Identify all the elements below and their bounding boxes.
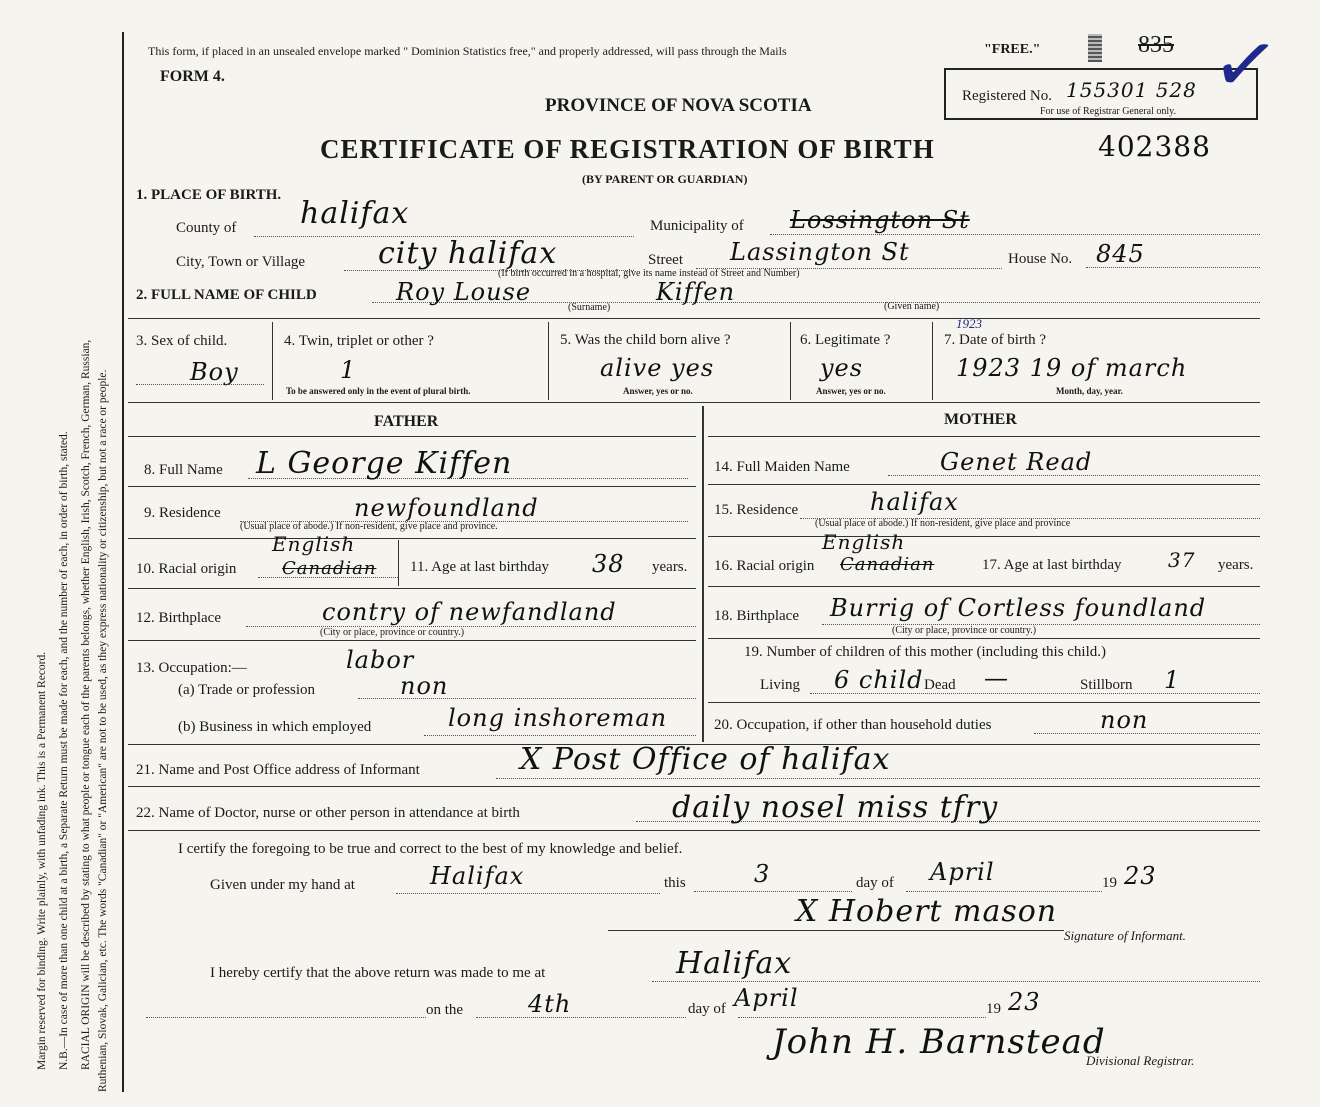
mother-birthplace-label: 18. Birthplace <box>714 608 799 624</box>
father-racial-struck: Canadian <box>282 558 377 579</box>
mother-residence-label: 15. Residence <box>714 502 799 518</box>
father-occupation-value: labor <box>346 646 415 674</box>
father-residence-value: newfoundland <box>354 494 539 522</box>
father-birthplace-note: (City or place, province or country.) <box>320 627 465 638</box>
father-age-label: 11. Age at last birthday <box>410 559 549 575</box>
city-value: city halifax <box>378 236 558 271</box>
children-label: 19. Number of children of this mother (including this child.) <box>744 644 1107 660</box>
registrar-place-value: Halifax <box>676 946 793 981</box>
legitimate-value: yes <box>820 354 864 382</box>
side-instruction-2: N.B.—In case of more than one child at a birth, a Separate Return must be made for each, and the number of each, in order of birth, stated. <box>58 431 70 1070</box>
registered-label: Registered No. <box>962 88 1052 104</box>
mother-age-label: 17. Age at last birthday <box>982 557 1122 573</box>
free-label: "FREE." <box>984 42 1041 57</box>
dob-label: 7. Date of birth ? <box>944 332 1047 348</box>
registrar-use-note: For use of Registrar General only. <box>1040 106 1176 117</box>
father-racial-label: 10. Racial origin <box>136 561 237 577</box>
mother-racial-struck: Canadian <box>840 554 935 575</box>
informant-signature-label: Signature of Informant. <box>1064 928 1186 943</box>
certify-statement: I certify the foregoing to be true and correct to the best of my knowledge and belief. <box>178 841 683 857</box>
side-instruction-1: Margin reserved for binding. Write plainly, with unfading ink. This is a Permanent Record. <box>36 651 48 1070</box>
binding-margin-rule <box>122 32 124 1092</box>
informant-signature: X Hobert mason <box>796 894 1058 929</box>
mother-age-value: 37 <box>1168 548 1196 572</box>
given-year-prefix: 19 <box>1102 875 1117 891</box>
house-label: House No. <box>1008 251 1073 267</box>
mother-racial-label: 16. Racial origin <box>714 558 815 574</box>
living-label: Living <box>760 677 800 693</box>
alive-label: 5. Was the child born alive ? <box>560 332 731 348</box>
mail-notice: This form, if placed in an unsealed envelope marked " Dominion Statistics free," and properly addressed, will pass through the Mails <box>148 44 787 58</box>
municipality-label: Municipality of <box>650 218 744 234</box>
province-heading: PROVINCE OF NOVA SCOTIA <box>545 95 812 116</box>
surname-note: (Surname) <box>568 302 611 313</box>
registrar-signature: John H. Barnstead <box>772 1022 1106 1062</box>
twin-value: 1 <box>340 356 357 384</box>
registrar-day-value: 4th <box>528 990 572 1018</box>
informant-value: X Post Office of halifax <box>520 742 891 777</box>
sex-label: 3. Sex of child. <box>136 333 228 349</box>
street-label: Street <box>648 252 683 268</box>
this-label: this <box>664 875 686 891</box>
child-given-value: Roy Louse <box>396 278 532 306</box>
registrar-year-value: 23 <box>1008 988 1041 1016</box>
father-birthplace-label: 12. Birthplace <box>136 610 221 626</box>
hospital-note: (If birth occurred in a hospital, give its name instead of Street and Number) <box>498 268 800 279</box>
stillborn-label: Stillborn <box>1080 677 1133 693</box>
trade-label: (a) Trade or profession <box>178 682 316 698</box>
registrar-month-value: April <box>734 984 799 1012</box>
given-note: (Given name) <box>884 301 940 312</box>
sex-value: Boy <box>190 358 239 386</box>
registrar-title: Divisional Registrar. <box>1086 1053 1195 1068</box>
father-residence-note: (Usual place of abode.) If non-resident, give place and province. <box>240 521 498 532</box>
legitimate-note: Answer, yes or no. <box>816 386 886 396</box>
mother-birthplace-value: Burrig of Cortless foundland <box>830 594 1207 622</box>
mother-racial-value: English <box>822 530 906 554</box>
mother-residence-value: halifax <box>870 488 959 516</box>
informant-label: 21. Name and Post Office address of Informant <box>136 762 420 778</box>
father-age-value: 38 <box>592 550 625 578</box>
given-dayof-label: day of <box>856 875 894 891</box>
mother-years: years. <box>1218 557 1254 573</box>
struck-number: 835 <box>1138 32 1174 58</box>
certificate-title: CERTIFICATE OF REGISTRATION OF BIRTH <box>320 134 935 164</box>
mother-birthplace-note: (City or place, province or country.) <box>892 625 1037 636</box>
registrar-on-the: on the <box>426 1002 464 1018</box>
certificate-subtitle: (BY PARENT OR GUARDIAN) <box>582 172 748 186</box>
trade-value: non <box>400 672 449 700</box>
business-value: long inshoreman <box>448 704 668 732</box>
side-instruction-3: RACIAL ORIGIN will be described by stating to what people or tongue each of the parents belongs, whether English, Irish, Scotch, French, German, Russian, <box>80 339 92 1070</box>
doctor-label: 22. Name of Doctor, nurse or other person in attendance at birth <box>136 805 520 821</box>
form-number: FORM 4. <box>160 68 225 85</box>
county-label: County of <box>176 220 237 236</box>
doctor-value: daily nosel miss tfry <box>672 790 999 825</box>
stamp-mark <box>1088 34 1102 62</box>
given-month-value: April <box>930 858 995 886</box>
alive-note: Answer, yes or no. <box>623 386 693 396</box>
child-name-label: 2. FULL NAME OF CHILD <box>136 287 317 303</box>
registrar-year-prefix: 19 <box>986 1001 1001 1017</box>
given-year-value: 23 <box>1124 862 1157 890</box>
father-name-label: 8. Full Name <box>144 462 223 478</box>
twin-note: To be answered only in the event of plural birth. <box>286 386 471 396</box>
registered-value: 155301 528 <box>1066 78 1197 102</box>
father-heading: FATHER <box>374 413 439 430</box>
registrar-dayof-label: day of <box>688 1001 726 1017</box>
legitimate-label: 6. Legitimate ? <box>800 332 891 348</box>
checkmark-icon: ✓ <box>1205 13 1286 116</box>
mother-heading: MOTHER <box>944 411 1017 428</box>
father-racial-value: English <box>272 532 356 556</box>
given-place-value: Halifax <box>430 862 525 890</box>
dob-year-note: 1923 <box>956 316 982 331</box>
certificate-number: 402388 <box>1098 130 1211 163</box>
mother-residence-note: (Usual place of abode.) If non-resident, give place and province <box>815 518 1071 529</box>
dead-value: — <box>984 664 1009 692</box>
dob-value: 1923 19 of march <box>956 354 1188 382</box>
business-label: (b) Business in which employed <box>178 719 372 735</box>
dob-note: Month, day, year. <box>1056 386 1123 396</box>
dead-label: Dead <box>924 677 956 693</box>
father-residence-label: 9. Residence <box>144 505 221 521</box>
place-of-birth-label: 1. PLACE OF BIRTH. <box>136 187 282 203</box>
county-value: halifax <box>300 196 410 231</box>
mother-name-label: 14. Full Maiden Name <box>714 459 850 475</box>
alive-value: alive yes <box>600 354 715 382</box>
child-surname-value: Kiffen <box>656 278 736 306</box>
house-value: 845 <box>1096 240 1145 268</box>
father-occupation-label: 13. Occupation:— <box>136 660 247 676</box>
side-instruction-4: Ruthenian, Slovak, Galician, etc. The words "Canadian" or "American" are not to be used, as they express nationality or citizenship, but not a race or people. <box>97 369 109 1092</box>
mother-occupation-label: 20. Occupation, if other than household duties <box>714 717 992 733</box>
twin-label: 4. Twin, triplet or other ? <box>284 333 434 349</box>
father-years: years. <box>652 559 688 575</box>
street-value: Lassington St <box>730 238 910 266</box>
municipality-value: Lossington St <box>790 206 970 234</box>
city-label: City, Town or Village <box>176 254 306 270</box>
stillborn-value: 1 <box>1164 666 1181 694</box>
given-under-label: Given under my hand at <box>210 877 355 893</box>
mother-name-value: Genet Read <box>940 448 1093 476</box>
given-day-value: 3 <box>754 860 771 888</box>
living-value: 6 child <box>834 666 924 694</box>
father-name-value: L George Kiffen <box>256 446 513 481</box>
mother-occupation-value: non <box>1100 706 1149 734</box>
registrar-statement: I hereby certify that the above return was made to me at <box>210 965 546 981</box>
father-birthplace-value: contry of newfandland <box>322 598 617 626</box>
